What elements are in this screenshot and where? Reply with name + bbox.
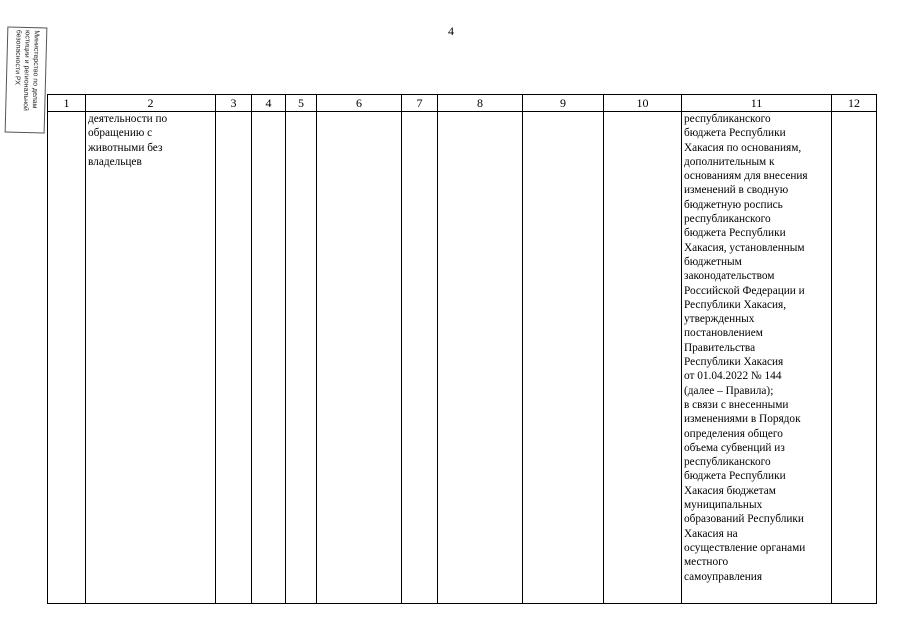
column-header: 9 [523,95,604,112]
stamp-line: юстиции и региональной [21,29,31,111]
column-header: 2 [86,95,216,112]
table-cell [286,112,317,604]
registration-stamp [5,26,48,133]
table-cell [604,112,682,604]
table-cell [438,112,523,604]
table-cell [523,112,604,604]
column-header: 8 [438,95,523,112]
column-header: 12 [832,95,877,112]
table-cell [48,112,86,604]
column-header: 5 [286,95,317,112]
column-header: 3 [216,95,252,112]
column-header: 4 [252,95,286,112]
column-header: 1 [48,95,86,112]
column-header: 6 [317,95,402,112]
table-row [48,112,877,604]
table-cell [317,112,402,604]
document-table [47,94,877,604]
column-header: 7 [402,95,438,112]
column-header: 10 [604,95,682,112]
table-cell: деятельности по обращению с животными без владельцев [86,112,216,604]
table-cell [252,112,286,604]
table-cell [832,112,877,604]
table-cell [402,112,438,604]
table-header-row [48,95,877,112]
table-cell [216,112,252,604]
stamp-line: безопасности РХ [13,29,22,86]
page-number: 4 [448,24,454,38]
table-cell: республиканского бюджета Республики Хакасия по основаниям, дополнительным к основаниям для внесения изменений в сводную бюджетную роспись республиканского бюджета Республики Хакасия, установленным бюджетным законодательством Российской Федерации и Республики Хакасия, утвержденных постановлением Правительства Республики Хакасия от 01.04.2022 № 144 (далее – Правила); в связи с внесенными изменениями в Порядок определения общего объема субвенций из республиканского бюджета Республики Хакасия бюджетам муниципальных образований Республики Хакасия на осуществление органами местного самоуправления [682,112,832,604]
column-header: 11 [682,95,832,112]
stamp-line: Министерство по делам [30,30,40,109]
